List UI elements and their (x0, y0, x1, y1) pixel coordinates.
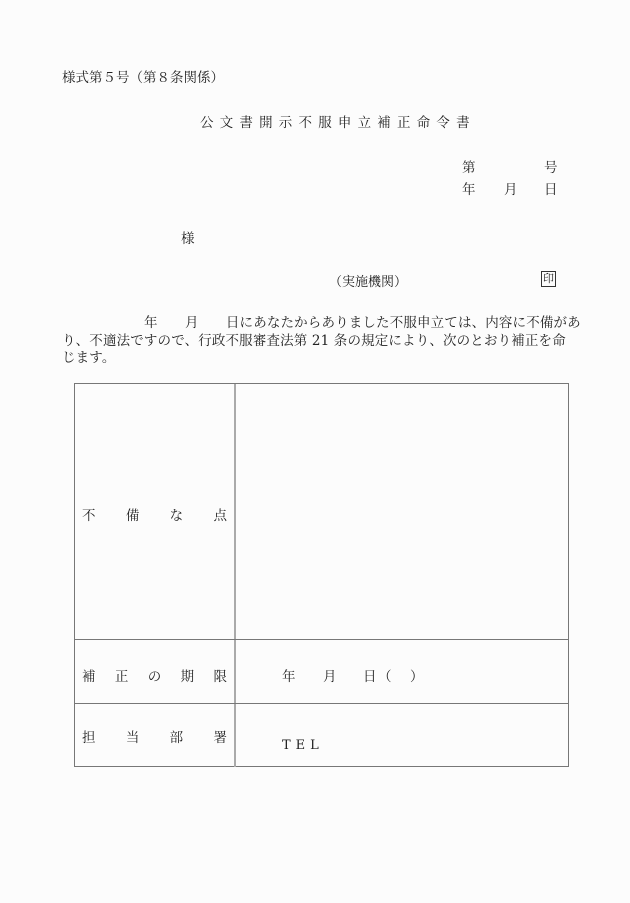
table-row-deficiency (75, 384, 568, 640)
label-char: の (147, 669, 162, 685)
weekday-open-paren: （ (378, 669, 392, 685)
deadline-label-cell (75, 640, 236, 703)
document-title: 公文書開示不服申立補正命令書 (200, 115, 476, 131)
deadline-day: 日 (363, 669, 377, 685)
body-line-2: り、不適法ですので、行政不服審査法第 21 条の規定により、次のとおり補正を命 (62, 332, 566, 349)
body-line-1: 年 月 日にあなたからありました不服申立ては、内容に不備があ (144, 315, 581, 331)
deficiency-label (82, 504, 227, 524)
label-char: な (169, 508, 184, 524)
date-day: 日 (544, 182, 558, 198)
number-prefix: 第 (462, 160, 476, 176)
label-char: 不 (82, 508, 96, 524)
label-char: 部 (169, 730, 184, 746)
date-year: 年 (462, 182, 476, 198)
deadline-month: 月 (323, 669, 337, 685)
deadline-label (82, 665, 227, 685)
deficiency-label-cell (75, 384, 236, 639)
label-char: 期 (180, 669, 195, 685)
issue-date-line (462, 178, 562, 200)
table-row-deadline (75, 640, 568, 704)
label-char: 補 (82, 669, 96, 685)
label-char: 点 (213, 508, 227, 524)
department-value-cell[interactable] (236, 704, 568, 767)
issuing-agency-label: （実施機関） (329, 275, 408, 290)
deadline-year: 年 (282, 669, 296, 685)
table-row-department (75, 704, 568, 767)
seal-icon: 印 (543, 272, 554, 285)
document-number-line (462, 156, 562, 178)
deadline-value-cell[interactable] (236, 640, 568, 703)
label-char: 当 (125, 730, 140, 746)
addressee-honorific: 様 (181, 231, 195, 247)
label-char: 備 (125, 508, 140, 524)
label-char: 正 (114, 669, 129, 685)
department-label (82, 726, 227, 746)
correction-form-table (74, 383, 569, 767)
number-suffix: 号 (544, 160, 558, 176)
deficiency-value-cell[interactable] (236, 384, 568, 639)
label-char: 署 (213, 730, 227, 746)
label-char: 担 (82, 730, 96, 746)
body-line-3: じます。 (62, 350, 116, 366)
department-label-cell (75, 704, 236, 767)
date-month: 月 (504, 182, 518, 198)
tel-label: TEL (282, 738, 324, 753)
issue-number-date-block (462, 156, 562, 200)
form-number: 様式第５号（第８条関係） (62, 70, 224, 86)
weekday-close-paren: ） (410, 669, 424, 685)
label-char: 限 (213, 669, 227, 685)
body-paragraph (62, 315, 581, 368)
